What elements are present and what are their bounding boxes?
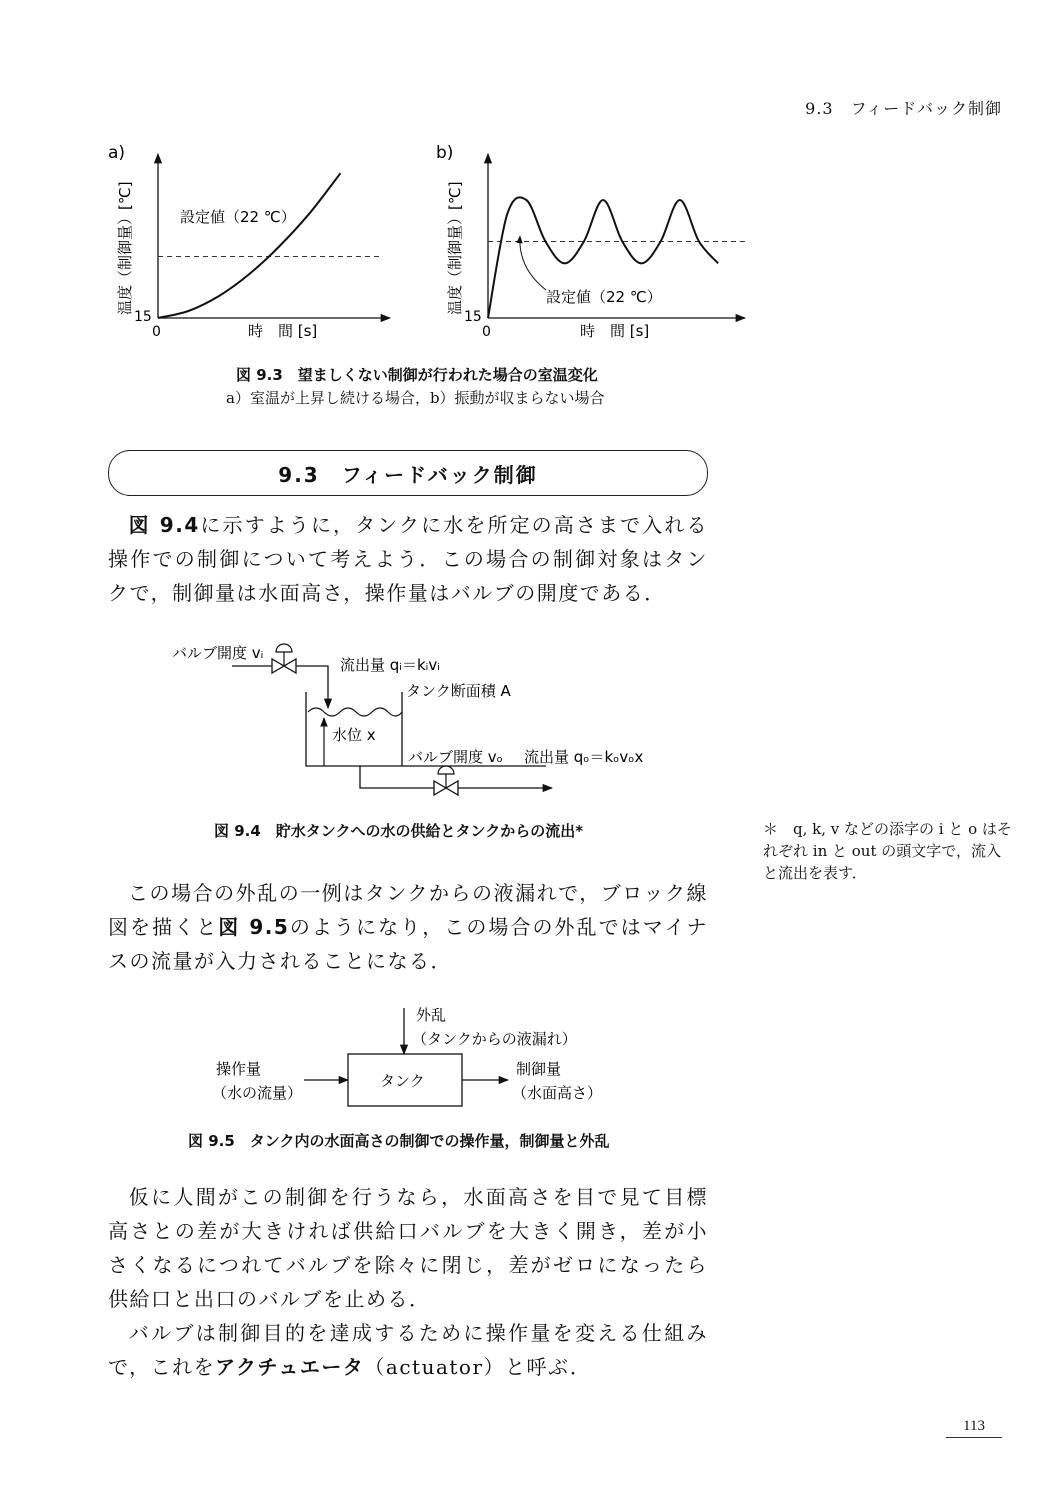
paragraph-4-text-before: バルブは制御目的を達成するために操作量を変える仕組みで，これを xyxy=(108,1321,708,1379)
paragraph-4-text-after: （actuator）と呼ぶ． xyxy=(364,1355,592,1379)
valve-out-icon xyxy=(434,766,458,795)
tank-block-label: タンク xyxy=(380,1072,425,1090)
figure-ref-9-5: 図 9.5 xyxy=(218,915,290,939)
figure-9-3-subcaption: a）室温が上昇し続ける場合，b）振動が収まらない場合 xyxy=(226,389,605,407)
disturbance-label: 外乱 xyxy=(416,1006,447,1024)
panel-b-label: b) xyxy=(436,143,454,163)
paragraph-1 xyxy=(108,508,708,610)
panel-a-label: a) xyxy=(108,143,126,163)
panel-b-setpoint-pointer xyxy=(520,236,546,290)
panel-b-setpoint-label: 設定値（22 ℃） xyxy=(546,288,662,306)
paragraph-2-text-before: この場合の外乱の一例はタンクからの液漏れで，ブロック線図を描くと xyxy=(108,881,708,939)
flow-in-label: 流出量 qᵢ＝kᵢvᵢ xyxy=(340,656,440,674)
panel-a-ylabel: 温度（制御量）[℃] xyxy=(116,181,134,315)
paragraph-4 xyxy=(108,1316,708,1384)
panel-b-origin-label: 0 xyxy=(482,324,491,340)
figure-9-5 xyxy=(200,1000,640,1112)
section-heading: 9.3 フィードバック制御 xyxy=(108,450,708,496)
term-actuator: アクチュエータ xyxy=(215,1355,365,1379)
figure-9-4-caption: 図 9.4 貯水タンクへの水の供給とタンクからの流出* xyxy=(214,822,584,840)
paragraph-1-text: に示すように，タンクに水を所定の高さまで入れる操作での制御について考えよう．この場合の制御対象はタンクで，制御量は水面高さ，操作量はバルブの開度である． xyxy=(108,513,708,605)
paragraph-2 xyxy=(108,876,708,978)
output-note: （水面高さ） xyxy=(512,1084,603,1102)
paragraph-2-text-after: のようになり，この場合の外乱ではマイナスの流量が入力されることになる． xyxy=(108,915,708,973)
figure-9-3a xyxy=(108,143,390,340)
water-surface xyxy=(308,708,402,716)
figure-9-3-caption: 図 9.3 望ましくない制御が行われた場合の室温変化 xyxy=(236,366,598,384)
input-note: （水の流量） xyxy=(212,1084,303,1102)
valve-out-label: バルブ開度 vₒ xyxy=(408,748,503,766)
panel-a-origin-label: 0 xyxy=(152,324,161,340)
figure-9-5-caption: 図 9.5 タンク内の水面高さの制御での操作量，制御量と外乱 xyxy=(188,1132,610,1150)
page-number-rule xyxy=(946,1437,1002,1438)
flow-out-label: 流出量 qₒ＝kₒvₒx xyxy=(524,748,644,766)
panel-a-xlabel: 時 間 [s] xyxy=(248,322,318,340)
output-label: 制御量 xyxy=(516,1060,562,1078)
panel-a-setpoint-label: 設定値（22 ℃） xyxy=(180,208,296,226)
panel-b-ymin-label: 15 xyxy=(464,309,482,325)
panel-a-ymin-label: 15 xyxy=(134,309,152,325)
panel-b-xlabel: 時 間 [s] xyxy=(580,322,650,340)
paragraph-3-text: 仮に人間がこの制御を行うなら，水面高さを目で見て目標高さとの差が大きければ供給口バルブを大きく開き，差が小さくなるにつれてバルブを除々に閉じ，差がゼロになったら供給口と出口のバルブを止める． xyxy=(108,1185,708,1311)
inflow-pipe-to-tank xyxy=(296,666,328,708)
figure-9-4 xyxy=(160,632,680,804)
running-head: 9.3 フィードバック制御 xyxy=(805,99,1002,118)
valve-in-label: バルブ開度 vᵢ xyxy=(172,644,264,662)
side-note: ＊ q, k, v などの添字の i と o はそれぞれ in と out の頭文字で，流入と流出を表す． xyxy=(763,820,1012,882)
figure-9-3b xyxy=(436,143,745,340)
water-level-label: 水位 x xyxy=(332,726,376,744)
page-number: 113 xyxy=(963,1418,985,1434)
panel-a-curve xyxy=(158,173,341,318)
panel-b-ylabel: 温度（制御量）[℃] xyxy=(446,181,464,315)
figure-ref-9-4: 図 9.4 xyxy=(128,513,200,537)
outflow-pipe xyxy=(360,766,434,788)
disturbance-note: （タンクからの液漏れ） xyxy=(412,1030,577,1048)
figure-9-3 xyxy=(90,140,790,350)
valve-in-icon xyxy=(272,644,296,673)
tank-area-label: タンク断面積 A xyxy=(406,682,511,700)
paragraph-3 xyxy=(108,1180,708,1316)
input-label: 操作量 xyxy=(216,1060,262,1078)
